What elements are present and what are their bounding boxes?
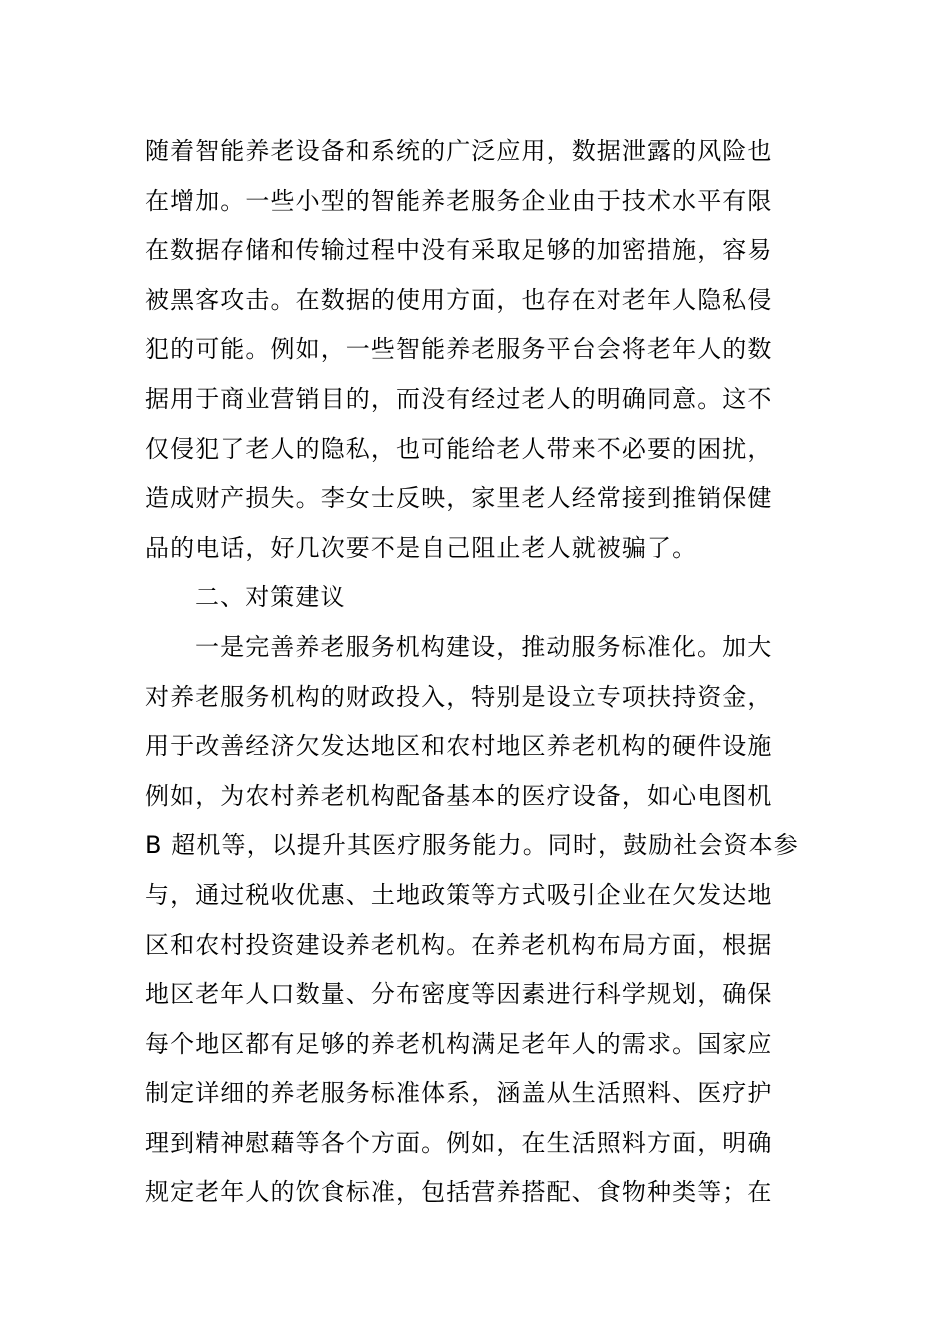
text-line: 每个地区都有足够的养老机构满足老年人的需求。国家应 [145,1029,773,1058]
text-line: 随着智能养老设备和系统的广泛应用，数据泄露的风险也 [145,137,773,165]
text-line: 在增加。一些小型的智能养老服务企业由于技术水平有限 [145,186,773,215]
text-line: 制定详细的养老服务标准体系，涵盖从生活照料、医疗护 [145,1079,773,1108]
text-line: 区和农村投资建设养老机构。在养老机构布局方面，根据 [145,930,773,959]
text-line: 在数据存储和传输过程中没有采取足够的加密措施，容易 [145,236,773,265]
text-line: 犯的可能。例如，一些智能养老服务平台会将老年人的数 [145,335,773,364]
text-line: 例如，为农村养老机构配备基本的医疗设备，如心电图机 [145,781,773,810]
text-line: 仅侵犯了老人的隐私，也可能给老人带来不必要的困扰， [145,434,773,463]
body-text [145,127,813,1218]
text-line: 用于改善经济欠发达地区和农村地区养老机构的硬件设施 [145,732,773,761]
text-line: 理到精神慰藉等各个方面。例如，在生活照料方面，明确 [145,1128,773,1157]
text-line: 规定老年人的饮食标准，包括营养搭配、食物种类等；在 [145,1178,773,1207]
text-line: 二、对策建议 [195,583,346,612]
text-line: 对养老服务机构的财政投入，特别是设立专项扶持资金， [145,682,773,711]
text-line: 据用于商业营销目的，而没有经过老人的明确同意。这不 [145,384,773,413]
text-line: 被黑客攻击。在数据的使用方面，也存在对老年人隐私侵 [145,285,773,314]
text-line: 品的电话，好几次要不是自己阻止老人就被骗了。 [145,533,698,562]
text-line: 与，通过税收优惠、土地政策等方式吸引企业在欠发达地 [145,880,773,909]
text-line: 一是完善养老服务机构建设，推动服务标准化。加大 [195,632,773,661]
text-line: B 超机等，以提升其医疗服务能力。同时，鼓励社会资本参 [145,831,799,860]
text-line: 造成财产损失。李女士反映，家里老人经常接到推销保健 [145,484,773,513]
text-line: 地区老年人口数量、分布密度等因素进行科学规划，确保 [145,980,773,1009]
